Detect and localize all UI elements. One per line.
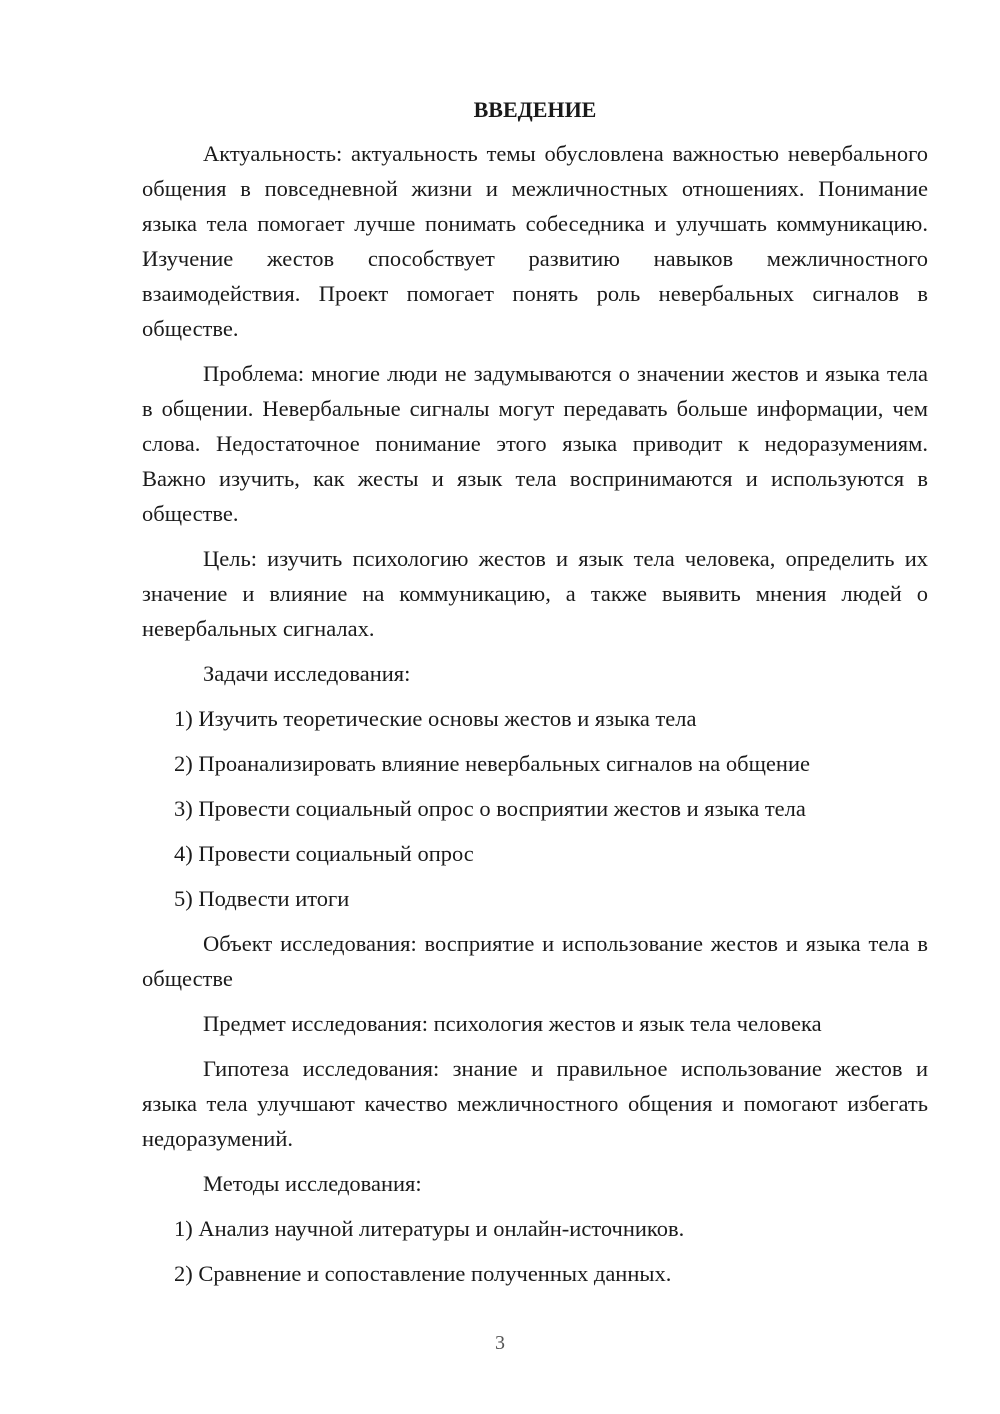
object-paragraph: Объект исследования: восприятие и использование жестов и языка тела в обществе [142,931,928,991]
section-title: ВВЕДЕНИЕ [473,97,597,122]
subject-paragraph: Предмет исследования: психология жестов и язык тела человека [203,1011,822,1036]
goal-paragraph: Цель: изучить психологию жестов и язык тела человека, определить их значение и влияние на коммуникацию, а также выявить мнения людей о невербальных сигналах. [142,546,928,641]
list-item: 2) Сравнение и сопоставление полученных данных. [174,1261,672,1286]
methods-list [142,1211,928,1291]
problem-paragraph: Проблема: многие люди не задумываются о значении жестов и языка тела в общении. Невербальные сигналы могут передавать больше информации, чем слова. Недостаточное понимание этого языка приводит к недоразумениям. Важно изучить, как жесты и язык тела воспринимаются и используются в обществе. [142,361,928,526]
list-item: 5) Подвести итоги [174,886,350,911]
document-page [142,92,928,1301]
tasks-heading: Задачи исследования: [203,661,411,686]
methods-heading: Методы исследования: [203,1171,422,1196]
list-item: 1) Анализ научной литературы и онлайн-источников. [174,1216,685,1241]
relevance-paragraph: Актуальность: актуальность темы обусловлена важностью невербального общения в повседневной жизни и межличностных отношениях. Понимание языка тела помогает лучше понимать собеседника и улучшать коммуникацию. Изучение жестов способствует развитию навыков межличностного взаимодействия. Проект помогает понять роль невербальных сигналов в обществе. [142,141,928,341]
list-item: 2) Проанализировать влияние невербальных сигналов на общение [174,751,810,776]
page-number: 3 [495,1332,505,1354]
hypothesis-paragraph: Гипотеза исследования: знание и правильное использование жестов и языка тела улучшают качество межличностного общения и помогают избегать недоразумений. [142,1056,928,1151]
list-item: 3) Провести социальный опрос о восприятии жестов и языка тела [174,796,806,821]
tasks-list [142,701,928,916]
list-item: 1) Изучить теоретические основы жестов и языка тела [174,706,697,731]
list-item: 4) Провести социальный опрос [174,841,474,866]
